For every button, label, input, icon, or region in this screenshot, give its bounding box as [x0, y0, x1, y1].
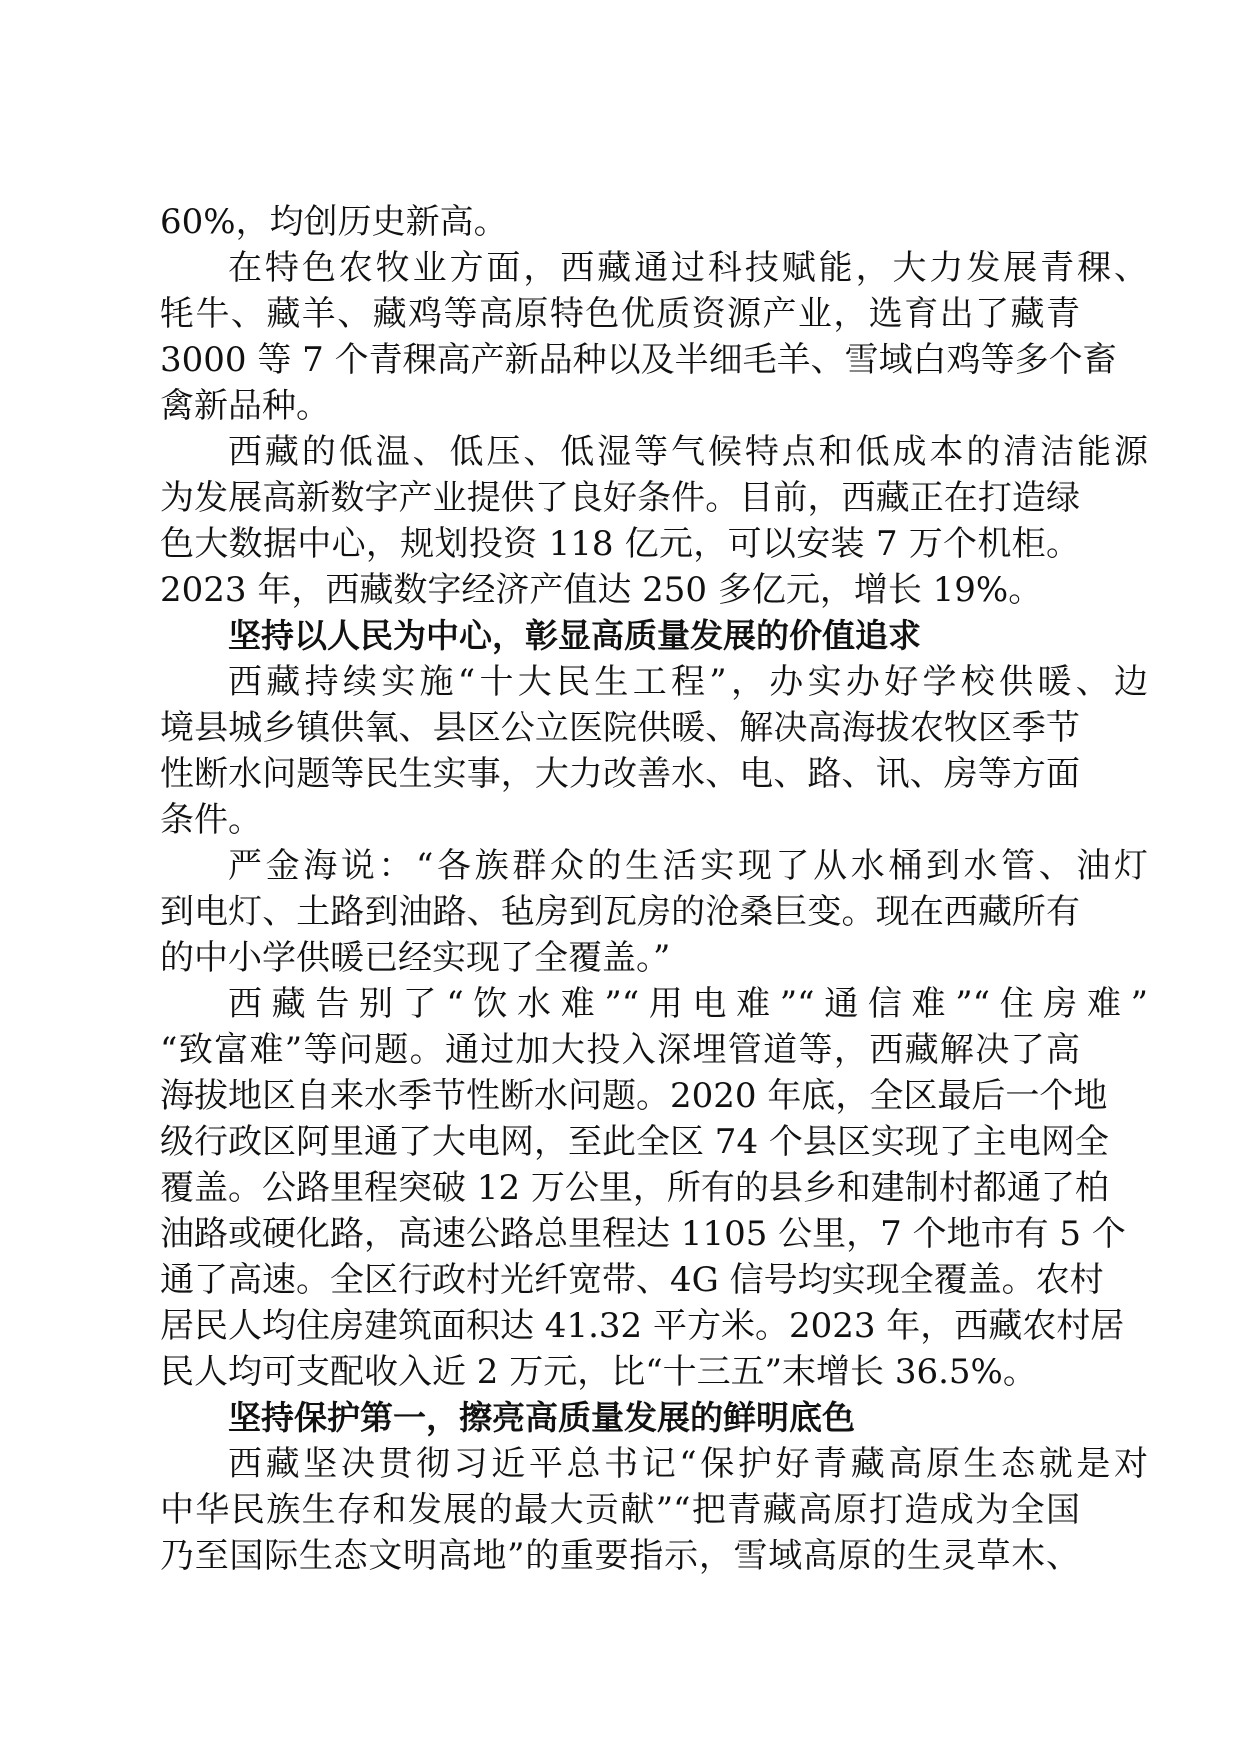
text-line: 到电灯、土路到油路、毡房到瓦房的沧桑巨变。现在西藏所有 [160, 892, 1080, 932]
text-line: 60%，均创历史新高。 [160, 202, 508, 242]
paragraph-first-line: 严金海说：“各族群众的生活实现了从水桶到水管、油灯 [228, 846, 1148, 886]
text-line: 中华民族生存和发展的最大贡献”“把青藏高原打造成为全国 [160, 1490, 1080, 1530]
paragraph-first-line: 西藏坚决贯彻习近平总书记“保护好青藏高原生态就是对 [228, 1444, 1148, 1484]
paragraph-first-line: 在特色农牧业方面，西藏通过科技赋能，大力发展青稞、 [228, 248, 1148, 288]
text-line: 覆盖。公路里程突破 12 万公里，所有的县乡和建制村都通了柏 [160, 1168, 1109, 1208]
text-line: 色大数据中心，规划投资 118 亿元，可以安装 7 万个机柜。 [160, 524, 1080, 564]
text-line: 3000 等 7 个青稞高产新品种以及半细毛羊、雪域白鸡等多个畜 [160, 340, 1117, 380]
text-line: 通了高速。全区行政村光纤宽带、4G 信号均实现全覆盖。农村 [160, 1260, 1104, 1300]
text-line: 为发展高新数字产业提供了良好条件。目前，西藏正在打造绿 [160, 478, 1080, 518]
section-heading: 坚持保护第一，擦亮高质量发展的鲜明底色 [228, 1398, 855, 1437]
text-line: 海拔地区自来水季节性断水问题。2020 年底，全区最后一个地 [160, 1076, 1108, 1116]
text-line: 油路或硬化路，高速公路总里程达 1105 公里，7 个地市有 5 个 [160, 1214, 1126, 1254]
paragraph-first-line: 西藏的低温、低压、低湿等气候特点和低成本的清洁能源 [228, 432, 1148, 472]
text-line: “致富难”等问题。通过加大投入深埋管道等，西藏解决了高 [160, 1030, 1080, 1070]
paragraph-first-line: 西藏告别了“饮水难”“用电难”“通信难”“住房难” [228, 984, 1148, 1024]
section-heading: 坚持以人民为中心，彰显高质量发展的价值追求 [228, 616, 921, 655]
text-line: 的中小学供暖已经实现了全覆盖。” [160, 938, 671, 978]
paragraph-first-line: 西藏持续实施“十大民生工程”，办实办好学校供暖、边 [228, 662, 1148, 702]
text-line: 级行政区阿里通了大电网，至此全区 74 个县区实现了主电网全 [160, 1122, 1109, 1162]
text-line: 境县城乡镇供氧、县区公立医院供暖、解决高海拔农牧区季节 [160, 708, 1080, 748]
text-line: 民人均可支配收入近 2 万元，比“十三五”末增长 36.5%。 [160, 1352, 1037, 1392]
text-line: 性断水问题等民生实事，大力改善水、电、路、讯、房等方面 [160, 754, 1080, 794]
text-line: 2023 年，西藏数字经济产值达 250 多亿元，增长 19%。 [160, 570, 1043, 610]
text-line: 乃至国际生态文明高地”的重要指示，雪域高原的生灵草木、 [160, 1536, 1080, 1576]
text-line: 居民人均住房建筑面积达 41.32 平方米。2023 年，西藏农村居 [160, 1306, 1125, 1346]
text-line: 禽新品种。 [160, 386, 330, 426]
text-line: 条件。 [160, 800, 262, 840]
text-line: 牦牛、藏羊、藏鸡等高原特色优质资源产业，选育出了藏青 [160, 294, 1080, 334]
